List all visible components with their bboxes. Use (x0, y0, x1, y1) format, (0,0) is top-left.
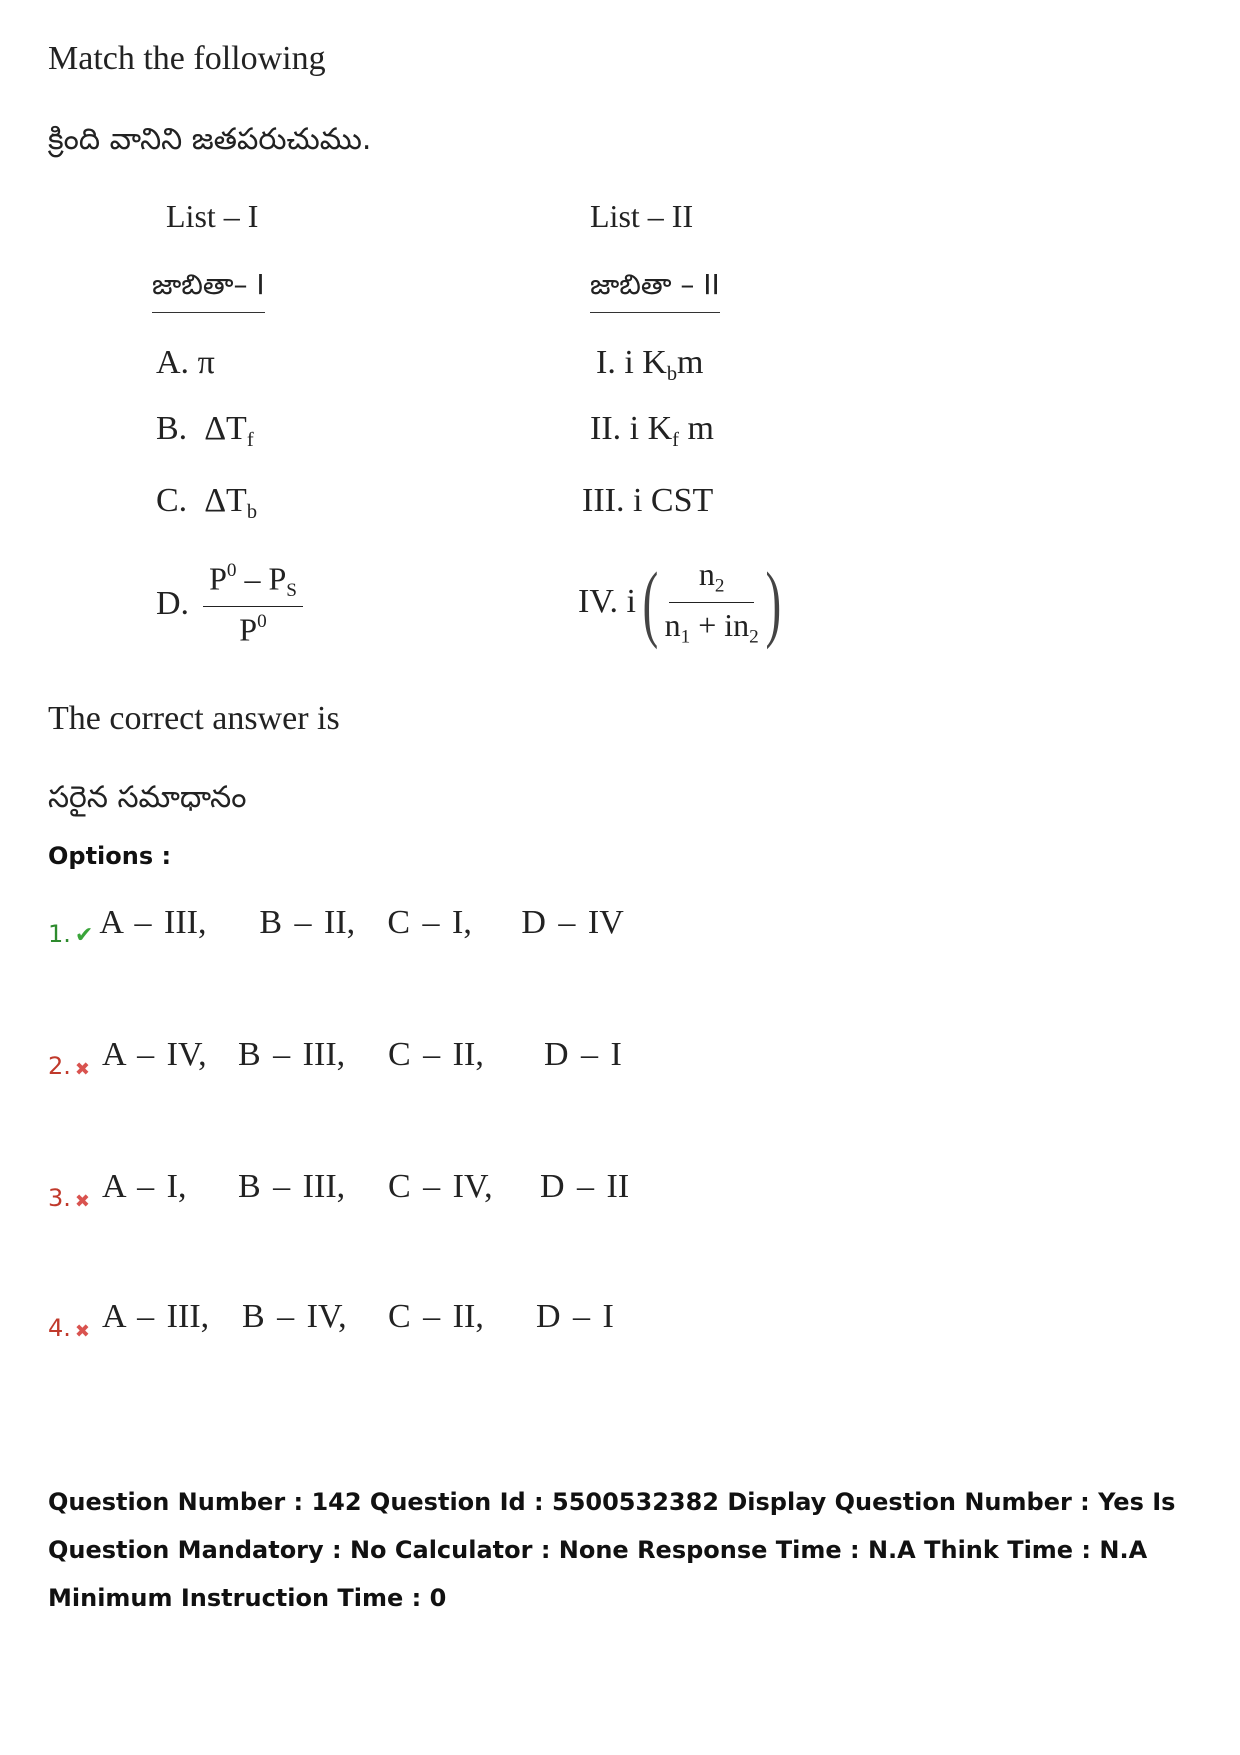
option-number: 4. (48, 1314, 71, 1342)
option-text: A – III, B – IV, C – II, D – I (102, 1298, 614, 1335)
fraction-relative-lowering: $\frac{P^0 - P_S}{P^0}$ (203, 560, 303, 649)
option-text: A – III, B – II, C – I, D – IV (99, 904, 624, 941)
cross-icon: ✖ (74, 1321, 90, 1342)
cross-icon: ✖ (74, 1059, 90, 1080)
answer-prompt-telugu: సరైన సమాధానం (48, 780, 247, 815)
fraction-mole-fraction: $\frac{n_2}{n_1 + in_2}$ (664, 556, 759, 648)
list1-item-a: A. π (156, 344, 215, 381)
question-heading: Match the following (48, 40, 326, 77)
option-number: 1. (48, 920, 71, 948)
option-2[interactable] (48, 1036, 622, 1080)
list2-item-iv: IV. i ( $\frac{n_2}{n_1 + in_2}$ ) (578, 554, 781, 651)
option-4[interactable] (48, 1298, 614, 1342)
check-icon: ✔ (74, 923, 94, 948)
list1-title-telugu: జాబితా– I (152, 268, 265, 313)
list2-item-ii: II. i $K_f$ m (590, 410, 714, 452)
question-heading-telugu: క్రింది వానిని జతపరుచుము. (48, 122, 372, 157)
list1-item-d: D. $\frac{P^0 - P_S}{P^0}$ (156, 560, 303, 649)
option-3[interactable] (48, 1168, 630, 1212)
list2-item-iii: III. i CST (582, 482, 714, 519)
list2-title-telugu: జాబితా – II (590, 268, 720, 313)
list2-item-i: I. i $K_bm$ (596, 344, 704, 386)
option-number: 3. (48, 1184, 71, 1212)
options-label: Options : (48, 842, 172, 870)
option-number: 2. (48, 1052, 71, 1080)
option-text: A – IV, B – III, C – II, D – I (102, 1036, 622, 1073)
left-paren: ( (642, 554, 659, 651)
list1-item-b: B. $\Delta T_f$ (156, 410, 254, 452)
answer-prompt: The correct answer is (48, 700, 340, 737)
right-paren: ) (765, 554, 781, 651)
cross-icon: ✖ (74, 1191, 90, 1212)
question-meta: Question Number : 142 Question Id : 5500532382 Display Question Number : Yes Is Question Mandatory : No Calculator : None Response Time : N.A Think Time : N.A Minimum Instruction Time : 0 (48, 1488, 1176, 1612)
list1-item-c: C. $\Delta T_b$ (156, 482, 258, 524)
option-text: A – I, B – III, C – IV, D – II (102, 1168, 630, 1205)
option-1[interactable] (48, 904, 624, 948)
list2-title: List – II (590, 198, 694, 234)
list1-title: List – I (166, 198, 259, 234)
